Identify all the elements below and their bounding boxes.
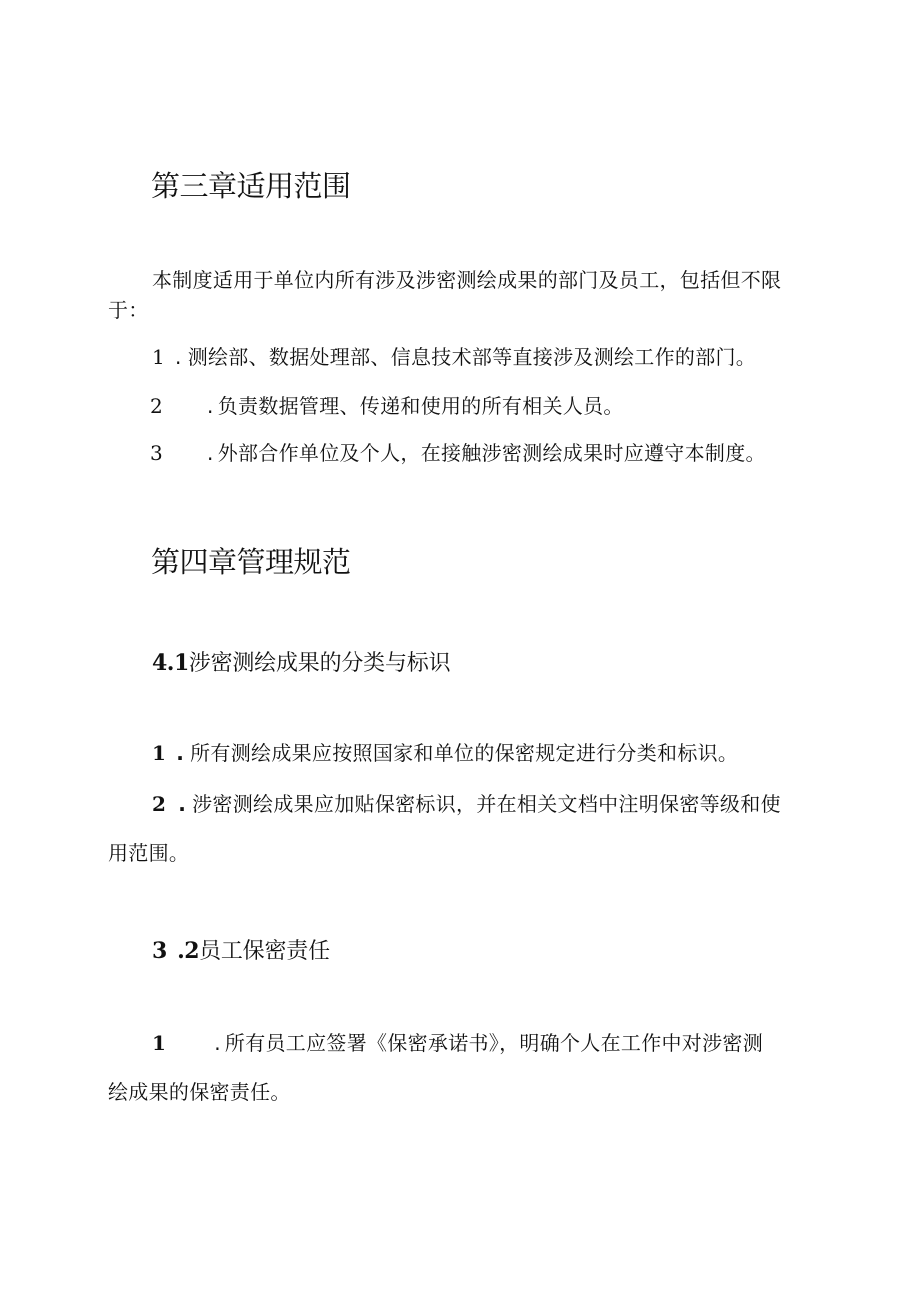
list-item-continuation: 用范围。 (108, 841, 190, 865)
list-item: 3 . 外部合作单位及个人，在接触涉密测绘成果时应遵守本制度。 (150, 441, 766, 465)
list-item-text: 所有员工应签署《保密承诺书》，明确个人在工作中对涉密测 (224, 1031, 763, 1055)
chapter3-title: 第三章适用范围 (151, 169, 351, 203)
list-item-text: 涉密测绘成果应加贴保密标识，并在相关文档中注明保密等级和使 (192, 792, 781, 816)
chapter3-intro-line2: 于： (108, 298, 149, 322)
list-item-number: 3 (150, 441, 164, 465)
chapter4-title: 第四章管理规范 (151, 545, 351, 579)
list-item: 2 . 负责数据管理、传递和使用的所有相关人员。 (150, 394, 624, 418)
list-item-continuation: 绘成果的保密责任。 (108, 1080, 291, 1104)
section-subnumber: .2 (177, 938, 200, 964)
section-number: 3 (152, 938, 168, 964)
list-item-number: 2 (150, 394, 164, 418)
list-item: 1 . 所有测绘成果应按照国家和单位的保密规定进行分类和标识。 (152, 741, 739, 765)
section-3-2-title (152, 934, 330, 965)
list-item-text: 负责数据管理、传递和使用的所有相关人员。 (217, 394, 624, 418)
list-item-number: 1 (152, 345, 166, 369)
chapter3-intro-line1: 本制度适用于单位内所有涉及涉密测绘成果的部门及员工，包括但不限 (152, 268, 782, 292)
section-4-1-title (152, 646, 450, 677)
list-item: 2 . 涉密测绘成果应加贴保密标识，并在相关文档中注明保密等级和使 (152, 792, 781, 816)
list-item: 1 . 测绘部、数据处理部、信息技术部等直接涉及测绘工作的部门。 (152, 345, 757, 369)
list-item-text: 外部合作单位及个人，在接触涉密测绘成果时应遵守本制度。 (217, 441, 766, 465)
list-item-text: 测绘部、数据处理部、信息技术部等直接涉及测绘工作的部门。 (187, 345, 757, 369)
section-title-text: 员工保密责任 (199, 939, 330, 964)
section-number: 4.1 (152, 650, 189, 676)
list-item-number: 1 (152, 1031, 167, 1055)
list-item-number: 2 (152, 792, 167, 816)
section-title-text: 涉密测绘成果的分类与标识 (188, 651, 451, 676)
list-item-number: 1 (152, 741, 167, 765)
list-item: 1 . 所有员工应签署《保密承诺书》，明确个人在工作中对涉密测 (152, 1031, 763, 1055)
list-item-text: 所有测绘成果应按照国家和单位的保密规定进行分类和标识。 (190, 741, 739, 765)
